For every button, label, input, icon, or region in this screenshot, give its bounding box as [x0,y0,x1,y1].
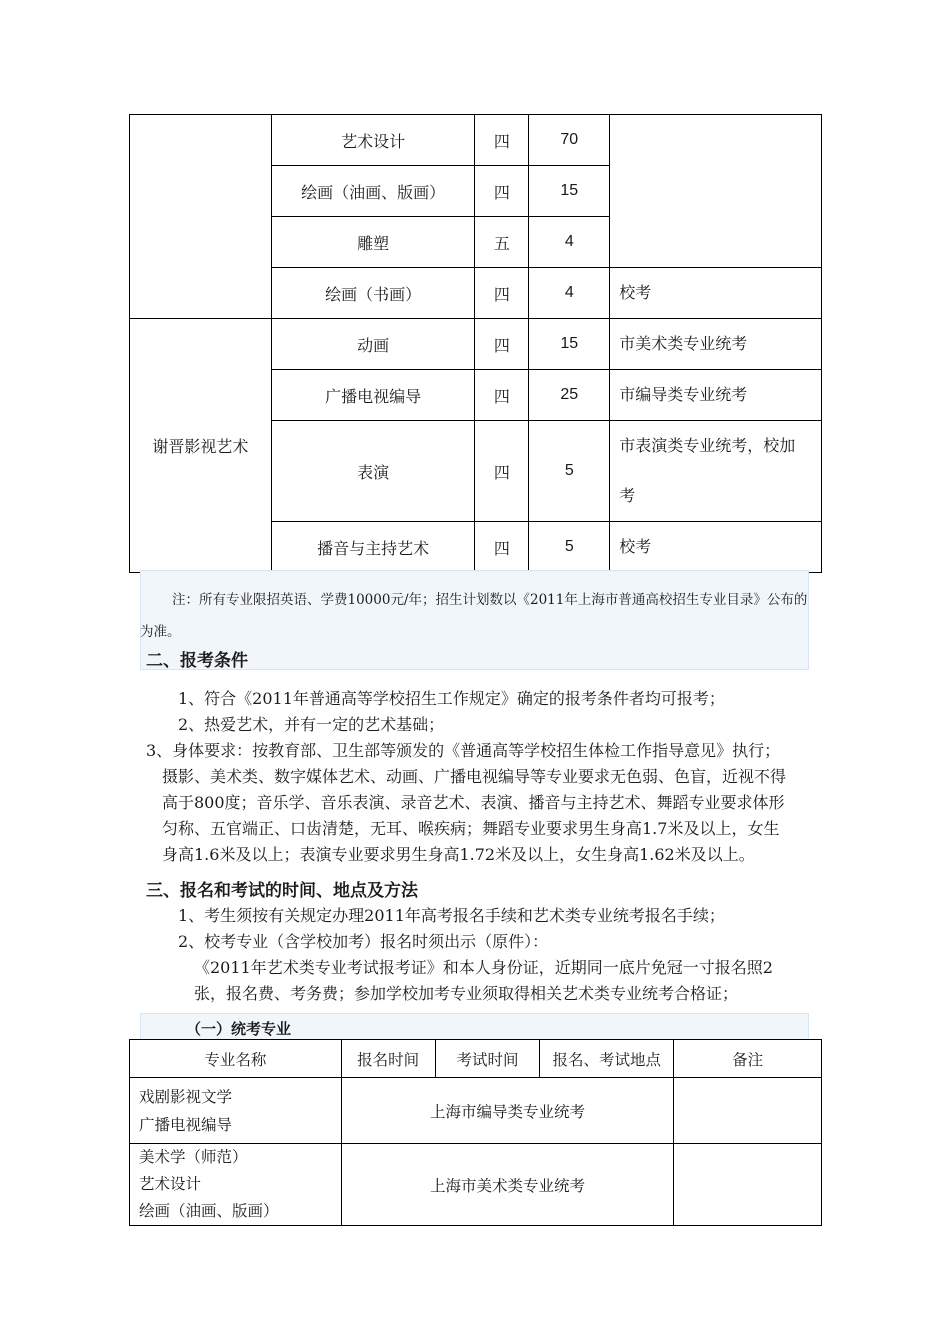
major-list-cell [130,1078,342,1144]
major-name: 艺术设计 [271,115,475,166]
exam-info-cell: 上海市美术类专业统考 [341,1144,674,1226]
study-length: 四 [475,319,529,370]
paragraph: 身高1.6米及以上；表演专业要求男生身高1.72米及以上，女生身高1.62米及以上。 [162,845,755,864]
paragraph: 3、身体要求：按教育部、卫生部等颁发的《普通高等学校招生体检工作指导意见》执行； [146,741,781,760]
table-row [130,115,822,166]
plan-count: 4 [529,268,610,319]
plan-count: 25 [529,370,610,421]
paragraph: 《2011年艺术类专业考试报考证》和本人身份证，近期同一底片免冠一寸报名照2 [194,958,773,977]
column-header: 报名时间 [341,1040,435,1078]
plan-count: 15 [529,166,610,217]
plan-count: 15 [529,319,610,370]
exam-note: 市美术类专业统考 [610,319,822,370]
major-list-cell [130,1144,342,1226]
exam-note [610,421,822,522]
study-length: 五 [475,217,529,268]
exam-note: 校考 [610,522,822,573]
paragraph: 1、符合《2011年普通高等学校招生工作规定》确定的报考条件者均可报考； [178,689,725,708]
study-length: 四 [475,421,529,522]
major-name: 广播电视编导 [139,1115,233,1134]
exam-note-line: 考 [619,486,636,505]
column-header: 考试时间 [435,1040,540,1078]
majors-table [129,114,822,573]
paragraph: 1、考生须按有关规定办理2011年高考报名手续和艺术类专业统考报名手续； [178,906,725,925]
major-name: 表演 [271,421,475,522]
column-header: 报名、考试地点 [540,1040,674,1078]
table-row [130,1078,822,1144]
exam-note-line: 市表演类专业统考，校加 [619,436,796,455]
table-row [130,1144,822,1226]
plan-count: 70 [529,115,610,166]
section-heading: 二、报考条件 [146,651,248,671]
major-name: 绘画（油画、版画） [271,166,475,217]
paragraph: 高于800度；音乐学、音乐表演、录音艺术、表演、播音与主持艺术、舞蹈专业要求体形 [162,793,785,812]
paragraph: 摄影、美术类、数字媒体艺术、动画、广播电视编导等专业要求无色弱、色盲，近视不得 [162,767,787,786]
plan-count: 4 [529,217,610,268]
major-name: 绘画（油画、版画） [139,1202,279,1220]
study-length: 四 [475,166,529,217]
major-name: 雕塑 [271,217,475,268]
paragraph: 2、校考专业（含学校加考）报名时须出示（原件）： [178,932,549,951]
major-name: 戏剧影视文学 [139,1087,233,1106]
major-name: 动画 [271,319,475,370]
major-name: 广播电视编导 [271,370,475,421]
college-cell [130,115,272,319]
remark-cell [674,1144,822,1226]
subsection-heading: （一）统考专业 [186,1020,292,1038]
study-length: 四 [475,115,529,166]
major-name: 播音与主持艺术 [271,522,475,573]
plan-count: 5 [529,421,610,522]
table-footnote: 注：所有专业限招英语、学费10000元/年；招生计划数以《2011年上海市普通高校招生专业目录》公布的为准。 [140,592,808,640]
major-name: 绘画（书画） [271,268,475,319]
table-row [130,319,822,370]
paragraph: 2、热爱艺术，并有一定的艺术基础； [178,715,445,734]
unified-exam-table [129,1039,822,1226]
exam-note: 校考 [610,268,822,319]
paragraph: 张，报名费、考务费；参加学校加考专业须取得相关艺术类专业统考合格证； [194,984,739,1003]
exam-info-cell: 上海市编导类专业统考 [341,1078,674,1144]
study-length: 四 [475,522,529,573]
note-cell [610,115,822,268]
study-length: 四 [475,370,529,421]
major-name: 美术学（师范） [139,1148,248,1166]
column-header: 备注 [674,1040,822,1078]
study-length: 四 [475,268,529,319]
exam-note: 市编导类专业统考 [610,370,822,421]
paragraph: 匀称、五官端正、口齿清楚，无耳、喉疾病；舞蹈专业要求男生身高1.7米及以上，女生 [162,819,780,838]
section-heading: 三、报名和考试的时间、地点及方法 [146,881,418,901]
column-header: 专业名称 [130,1040,342,1078]
remark-cell [674,1078,822,1144]
major-name: 艺术设计 [139,1175,202,1193]
table-header-row [130,1040,822,1078]
college-name: 谢晋影视艺术 [130,319,272,573]
plan-count: 5 [529,522,610,573]
